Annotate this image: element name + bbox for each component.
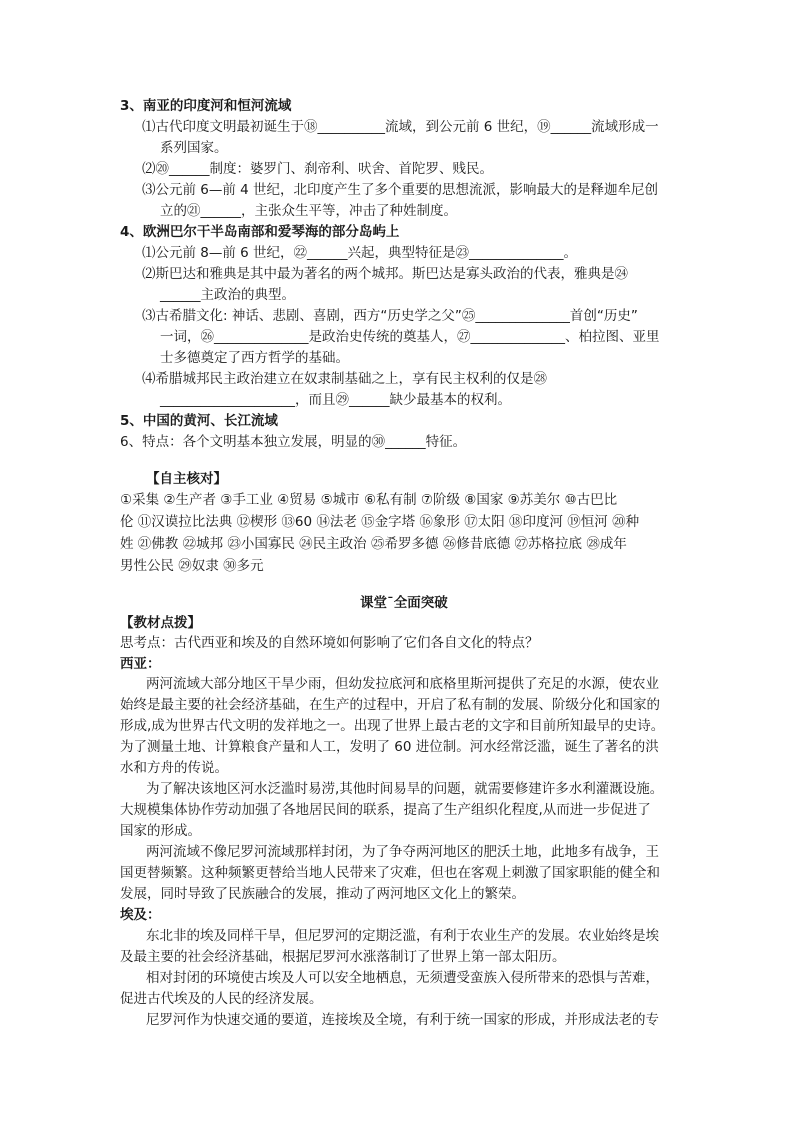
body-line: 为了解决该地区河水泛滥时易涝,其他时间易旱的问题，就需要修建许多水利灌溉设施。 <box>146 781 664 797</box>
paragraph-line: ______主政治的典型。 <box>160 287 295 303</box>
egypt-heading: 埃及： <box>120 907 161 923</box>
body-line: 尼罗河作为快速交通的要道，连接埃及全境，有利于统一国家的形成，并形成法老的专 <box>146 1012 659 1028</box>
paragraph-line: 立的㉑______，主张众生平等，冲击了种姓制度。 <box>160 203 457 219</box>
answer-line: 伦 ⑪汉谟拉比法典 ⑫楔形 ⑬60 ⑭法老 ⑮金字塔 ⑯象形 ⑰太阳 ⑱印度河 ⑲恒河 ⑳种 <box>120 514 640 530</box>
paragraph-line: 一词，㉖______________是政治史传统的奠基人，㉗______________、柏拉图、亚里 <box>160 329 660 345</box>
textbook-heading: 【教材点拨】 <box>120 615 201 631</box>
paragraph-line: ⑵⑳______制度：婆罗门、刹帝利、吠舍、首陀罗、贱民。 <box>142 161 493 177</box>
answer-line: 男性公民 ㉙奴隶 ㉚多元 <box>120 558 264 574</box>
body-line: 大规模集体协作劳动加强了各地居民间的联系，提高了生产组织化程度,从而进一步促进了 <box>120 802 651 818</box>
body-line: 促进古代埃及的人民的经济发展。 <box>120 991 323 1007</box>
body-line: 水和方舟的传说。 <box>120 760 228 776</box>
paragraph-line: 士多德奠定了西方哲学的基础。 <box>160 350 349 366</box>
paragraph-line: ____________________，而且㉙______缺少最基本的权利。 <box>160 392 511 408</box>
question-line: 思考点：古代西亚和埃及的自然环境如何影响了它们各自文化的特点？ <box>120 635 539 651</box>
paragraph-line: ⑷希腊城邦民主政治建立在奴隶制基础之上，享有民主权利的仅是㉘ <box>142 371 547 387</box>
paragraph-line: ⑴古代印度文明最初诞生于⑱__________流域，到公元前 6 世纪，⑲______流域形成一 <box>142 119 659 135</box>
paragraph-line: ⑵斯巴达和雅典是其中最为著名的两个城邦。斯巴达是寡头政治的代表，雅典是㉔ <box>142 266 628 282</box>
section-heading-south-asia: 3、南亚的印度河和恒河流域 <box>120 98 292 114</box>
self-check-heading: 【自主核对】 <box>146 471 227 487</box>
body-line: 国更替频繁。这种频繁更替给当地人民带来了灾难，但也在客观上刺激了国家职能的健全和 <box>120 865 660 881</box>
body-line: 发展，同时导致了民族融合的发展，推动了两河地区文化上的繁荣。 <box>120 886 525 902</box>
paragraph-line: 6、特点：各个文明基本独立发展，明显的㉚______特征。 <box>120 434 467 450</box>
paragraph-line: ⑴公元前 8—前 6 世纪，㉒______兴起，典型特征是㉓______________。 <box>142 245 578 261</box>
paragraph-line: ⑶古希腊文化: 神话、悲剧、喜剧，西方“历史学之父”㉕______________首创“历史” <box>142 308 638 324</box>
body-line: 两河流域不像尼罗河流域那样封闭，为了争夺两河地区的肥沃土地，此地多有战争，王 <box>146 844 659 860</box>
body-line: 形成,成为世界古代文明的发祥地之一。出现了世界上最古老的文字和目前所知最早的史诗。 <box>120 718 665 734</box>
paragraph-line: ⑶公元前 6—前 4 世纪，北印度产生了多个重要的思想流派，影响最大的是释迦牟尼创 <box>142 182 659 198</box>
body-line: 及最主要的社会经济基础，根据尼罗河水涨落制订了世界上第一部太阳历。 <box>120 949 566 965</box>
answer-line: 姓 ㉑佛教 ㉒城邦 ㉓小国寡民 ㉔民主政治 ㉕希罗多德 ㉖修昔底德 ㉗苏格拉底 ㉘成年 <box>120 536 627 552</box>
section-heading-europe: 4、欧洲巴尔干半岛南部和爱琴海的部分岛屿上 <box>120 224 400 240</box>
body-line: 始终是最主要的社会经济基础，在生产的过程中，开启了私有制的发展、阶级分化和国家的 <box>120 697 660 713</box>
body-line: 相对封闭的环境使古埃及人可以安全地栖息，无须遭受蛮族入侵所带来的恐惧与苦难， <box>146 970 659 986</box>
body-line: 为了测量土地、计算粮食产量和人工，发明了 60 进位制。河水经常泛滥，诞生了著名的洪 <box>120 739 659 755</box>
body-line: 两河流域大部分地区干旱少雨，但幼发拉底河和底格里斯河提供了充足的水源，使农业 <box>146 676 659 692</box>
paragraph-line: 系列国家。 <box>160 140 228 156</box>
section-heading-china: 5、中国的黄河、长江流域 <box>120 413 278 429</box>
body-line: 东北非的埃及同样干旱，但尼罗河的定期泛滥，有利于农业生产的发展。农业始终是埃 <box>146 928 659 944</box>
west-asia-heading: 西亚： <box>120 656 161 672</box>
answer-line: ①采集 ②生产者 ③手工业 ④贸易 ⑤城市 ⑥私有制 ⑦阶级 ⑧国家 ⑨苏美尔 ⑩古巴比 <box>120 492 618 508</box>
body-line: 国家的形成。 <box>120 823 201 839</box>
section-title: 课堂ˉ全面突破 <box>360 595 448 611</box>
